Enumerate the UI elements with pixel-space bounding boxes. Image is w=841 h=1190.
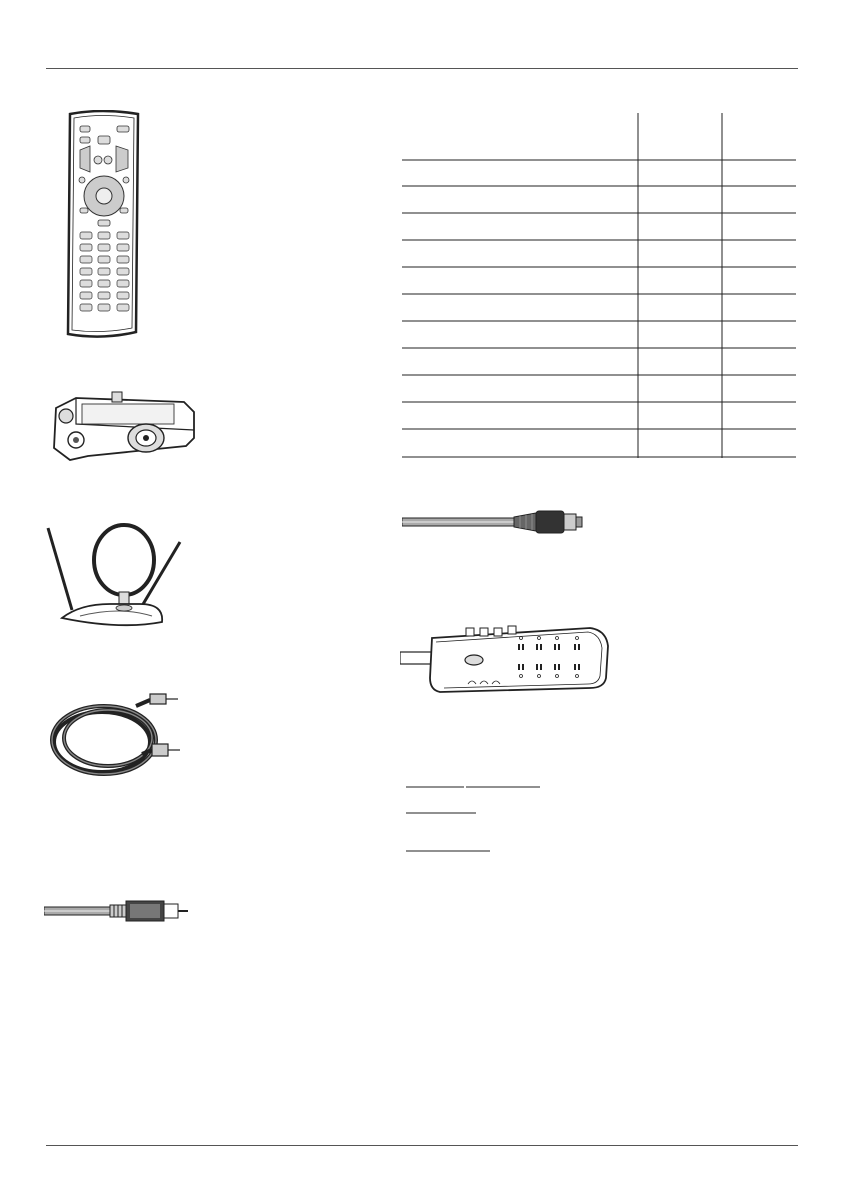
remote-control-icon xyxy=(60,110,144,340)
indoor-antenna-figure xyxy=(40,520,192,632)
rca-cable-figure xyxy=(44,896,188,926)
rf-splitter-figure xyxy=(46,390,198,470)
s-video-cable-icon xyxy=(402,508,590,536)
table-grid xyxy=(402,113,796,458)
product-table xyxy=(402,113,796,458)
rca-cable-icon xyxy=(44,896,188,926)
power-strip-icon xyxy=(400,622,610,694)
link-underlines xyxy=(404,778,704,858)
footer-rule xyxy=(46,1145,798,1146)
s-video-cable-figure xyxy=(402,508,590,536)
coaxial-cable-figure xyxy=(46,688,186,788)
link-list xyxy=(404,778,704,858)
coax-cable-icon xyxy=(46,688,186,788)
header-rule xyxy=(46,68,798,69)
remote-control-figure xyxy=(60,110,144,340)
surge-protector-figure xyxy=(400,622,610,694)
antenna-icon xyxy=(40,520,192,632)
splitter-icon xyxy=(46,390,198,470)
